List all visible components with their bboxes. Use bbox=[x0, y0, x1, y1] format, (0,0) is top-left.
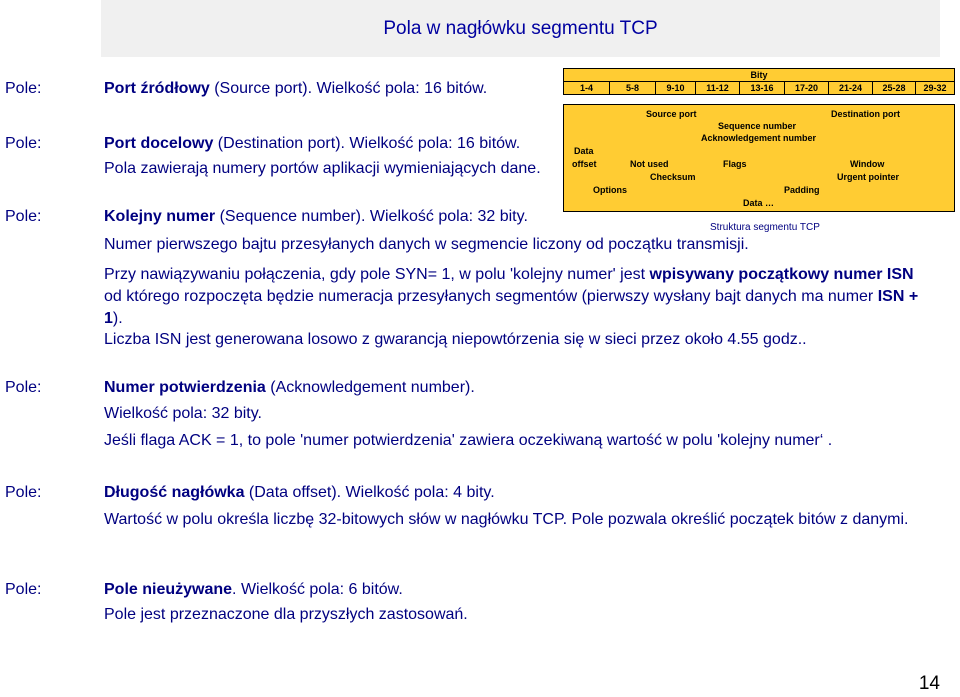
dest-port-heading bbox=[104, 135, 520, 153]
window-cell: Window bbox=[850, 159, 885, 169]
field-label: Pole: bbox=[5, 379, 42, 396]
ack-line3: Jeśli flaga ACK = 1, to pole 'numer potwierdzenia' zawiera oczekiwaną wartość w polu 'kolejny numer‘ . bbox=[104, 432, 833, 449]
ack-name: Numer potwierdzenia bbox=[104, 379, 266, 396]
page-title: Pola w nagłówku segmentu TCP bbox=[383, 17, 658, 39]
bit-range: 29-32 bbox=[915, 81, 955, 95]
offset-line2: Wartość w polu określa liczbę 32-bitowych słów w nagłówku TCP. Pole pozwala określić początek bitów z danymi. bbox=[104, 511, 909, 528]
bit-range: 17-20 bbox=[784, 81, 829, 95]
ack-number-cell: Acknowledgement number bbox=[701, 133, 817, 143]
not-used-cell: Not used bbox=[630, 159, 669, 169]
source-port-heading bbox=[104, 80, 487, 98]
source-port-cell: Source port bbox=[646, 109, 697, 119]
checksum-cell: Checksum bbox=[650, 172, 696, 182]
seq-paragraph-isn bbox=[104, 264, 934, 330]
field-label: Pole: bbox=[5, 135, 42, 152]
field-label: Pole: bbox=[5, 581, 42, 598]
flags-cell: Flags bbox=[723, 159, 747, 169]
ack-heading bbox=[104, 379, 475, 397]
seq-p1-a: Przy nawiązywaniu połączenia, gdy pole SYN= 1, w polu 'kolejny numer' jest bbox=[104, 266, 650, 283]
bit-range: 13-16 bbox=[739, 81, 785, 95]
field-label: Pole: bbox=[5, 80, 42, 97]
seq-line2: Numer pierwszego bajtu przesyłanych danych w segmencie liczony od początku transmisji. bbox=[104, 236, 749, 253]
unused-line2: Pole jest przeznaczone dla przyszłych zastosowań. bbox=[104, 606, 468, 623]
unused-desc: . Wielkość pola: 6 bitów. bbox=[232, 581, 403, 598]
seq-p1-e: ). bbox=[112, 310, 123, 327]
padding-cell: Padding bbox=[784, 185, 820, 195]
bit-range: 9-10 bbox=[655, 81, 696, 95]
seq-desc: (Sequence number). Wielkość pola: 32 bity. bbox=[215, 208, 528, 225]
seq-p1-b: wpisywany początkowy numer ISN bbox=[649, 266, 914, 283]
offset-desc: (Data offset). Wielkość pola: 4 bity. bbox=[244, 484, 495, 501]
diagram-caption: Struktura segmentu TCP bbox=[710, 222, 820, 233]
unused-heading bbox=[104, 581, 403, 599]
destination-port-cell: Destination port bbox=[831, 109, 900, 119]
bit-range: 1-4 bbox=[563, 81, 610, 95]
data-cell: Data … bbox=[743, 198, 775, 208]
page-number: 14 bbox=[918, 673, 940, 694]
bits-label: Bity bbox=[750, 70, 768, 80]
bits-header bbox=[563, 68, 955, 82]
source-port-desc: (Source port). Wielkość pola: 16 bitów. bbox=[209, 80, 488, 97]
field-label: Pole: bbox=[5, 208, 42, 225]
bit-range: 25-28 bbox=[872, 81, 916, 95]
title-bar bbox=[101, 0, 940, 57]
field-label: Pole: bbox=[5, 484, 42, 501]
offset-heading bbox=[104, 484, 495, 502]
ack-desc: (Acknowledgement number). bbox=[265, 379, 475, 396]
ack-line2: Wielkość pola: 32 bity. bbox=[104, 405, 262, 422]
seq-p1-c: od którego rozpoczęta będzie numeracja przesyłanych segmentów (pierwszy wysłany bajt danych ma numer bbox=[104, 288, 878, 305]
seq-heading bbox=[104, 208, 528, 226]
urgent-pointer-cell: Urgent pointer bbox=[837, 172, 899, 182]
seq-name: Kolejny numer bbox=[104, 208, 216, 225]
dest-port-desc: (Destination port). Wielkość pola: 16 bitów. bbox=[213, 135, 521, 152]
dest-port-line2: Pola zawierają numery portów aplikacji wymieniających dane. bbox=[104, 160, 541, 177]
seq-p1-d: ISN + 1 bbox=[104, 288, 919, 327]
seq-paragraph-isn-random: Liczba ISN jest generowana losowo z gwarancją niepowtórzenia się w sieci przez około 4.55 godz.. bbox=[104, 331, 807, 348]
source-port-name: Port źródłowy bbox=[104, 80, 210, 97]
unused-name: Pole nieużywane bbox=[104, 581, 233, 598]
sequence-number-cell: Sequence number bbox=[718, 121, 797, 131]
offset-name: Długość nagłówka bbox=[104, 484, 245, 501]
data-offset-cell: Data bbox=[574, 146, 594, 156]
bit-range: 5-8 bbox=[609, 81, 656, 95]
options-cell: Options bbox=[593, 185, 627, 195]
data-offset-cell-2: offset bbox=[572, 159, 597, 169]
dest-port-name: Port docelowy bbox=[104, 135, 214, 152]
bit-range: 11-12 bbox=[695, 81, 740, 95]
bit-range: 21-24 bbox=[828, 81, 873, 95]
